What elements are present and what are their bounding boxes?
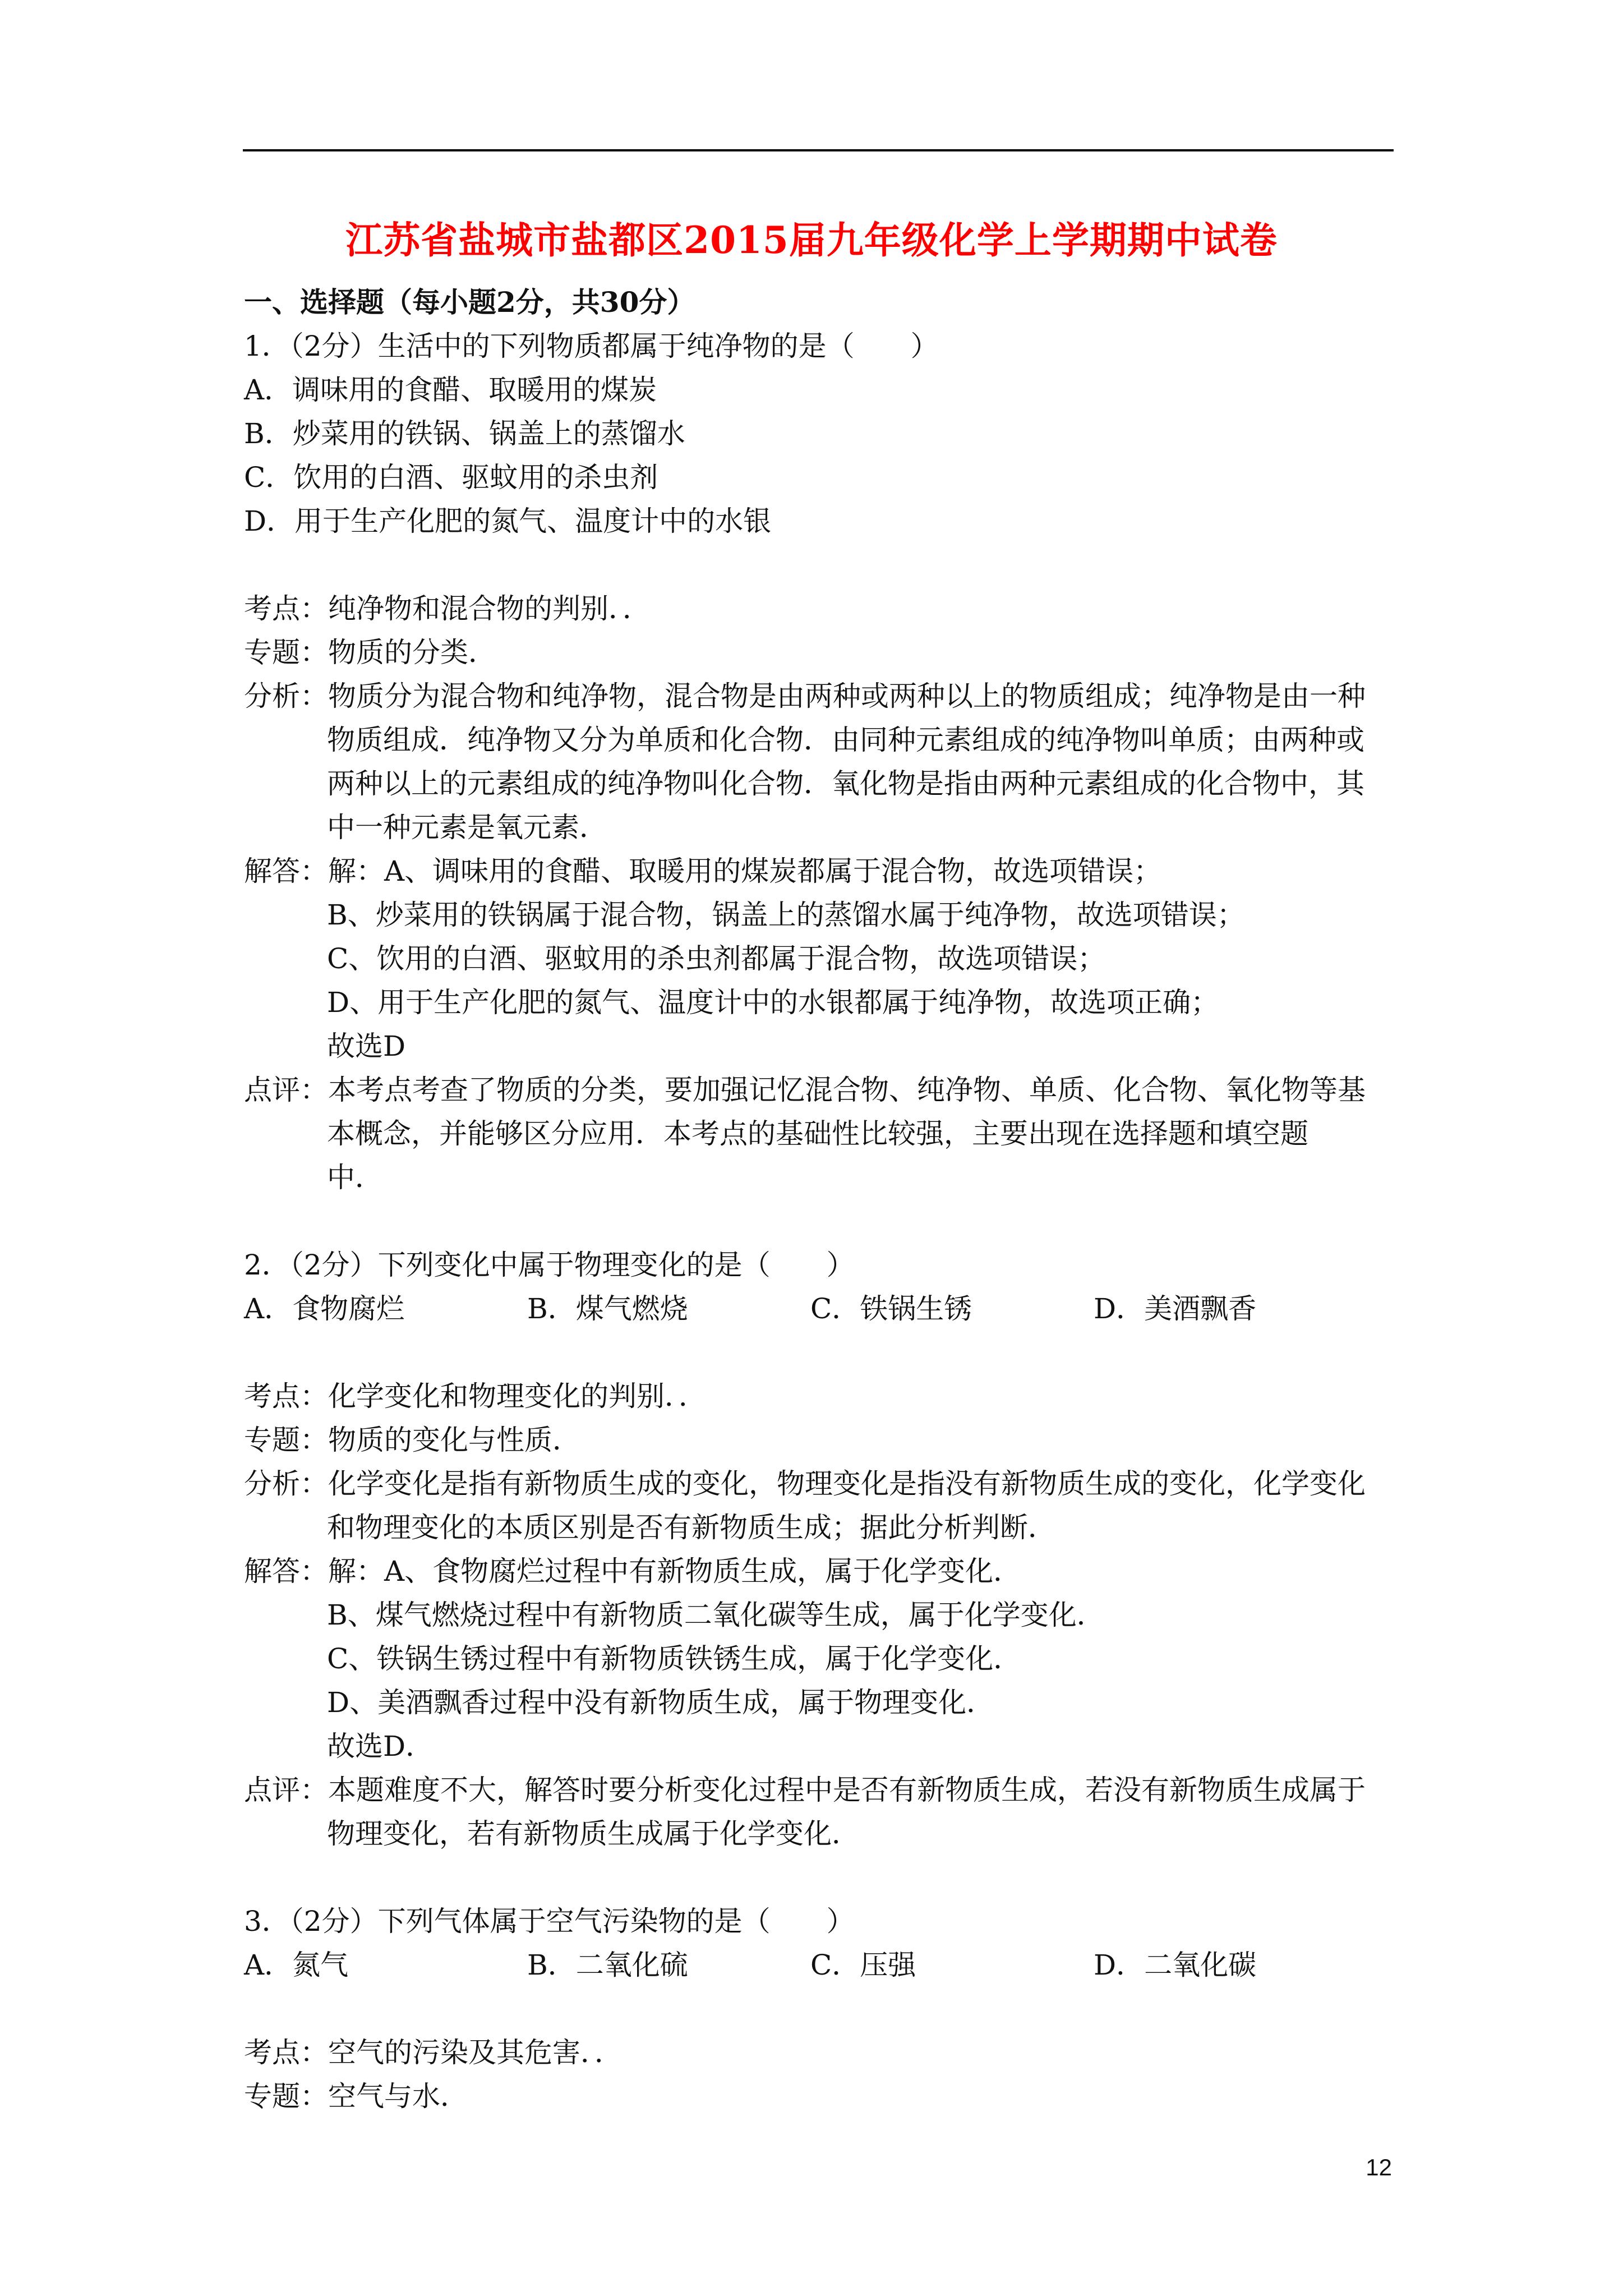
section-heading: 一、选择题（每小题2分，共30分） (244, 286, 695, 319)
q1-option-b: B．炒菜用的铁锅、锅盖上的蒸馏水 (244, 417, 685, 450)
q3-option-a: A．氮气 (244, 1949, 349, 1981)
q3-option-d: D．二氧化碳 (1094, 1949, 1257, 1981)
q1-dianping-2: 本概念，并能够区分应用．本考点的基础性比较强，主要出现在选择题和填空题 (327, 1117, 1308, 1150)
q1-option-a: A．调味用的食醋、取暖用的煤炭 (244, 374, 657, 406)
q1-jieda-5: 故选D (327, 1030, 406, 1062)
q3-stem: 3．（2分）下列气体属于空气污染物的是（ ） (244, 1905, 855, 1938)
q1-kaodian: 考点：纯净物和混合物的判别．． (244, 592, 651, 625)
spacer (244, 1331, 1399, 1374)
spacer (244, 1987, 1399, 2031)
q2-fenxi-2: 和物理变化的本质区别是否有新物质生成；据此分析判断． (327, 1511, 1056, 1544)
document-body (244, 280, 1399, 2118)
page-number: 12 (1366, 2154, 1392, 2180)
header-rule (243, 149, 1394, 151)
q1-fenxi-1: 分析：物质分为混合物和纯净物，混合物是由两种或两种以上的物质组成；纯净物是由一种 (244, 680, 1366, 712)
q1-jieda-3: C、饮用的白酒、驱蚊用的杀虫剂都属于混合物，故选项错误； (327, 942, 1106, 975)
q1-stem: 1．（2分）生活中的下列物质都属于纯净物的是（ ） (244, 330, 939, 362)
q2-dianping-2: 物理变化，若有新物质生成属于化学变化． (327, 1818, 860, 1850)
q2-dianping-1: 点评：本题难度不大，解答时要分析变化过程中是否有新物质生成，若没有新物质生成属于 (244, 1774, 1366, 1806)
q1-jieda-2: B、炒菜用的铁锅属于混合物，锅盖上的蒸馏水属于纯净物，故选项错误； (327, 899, 1245, 931)
q2-option-c: C．铁锅生锈 (810, 1292, 972, 1325)
q1-fenxi-2: 物质组成．纯净物又分为单质和化合物．由同种元素组成的纯净物叫单质；由两种或 (327, 724, 1364, 756)
q2-kaodian: 考点：化学变化和物理变化的判别．． (244, 1380, 707, 1412)
q2-fenxi-1: 分析：化学变化是指有新物质生成的变化，物理变化是指没有新物质生成的变化，化学变化 (244, 1467, 1366, 1500)
q2-options (244, 1287, 1399, 1331)
q1-dianping-1: 点评：本考点考查了物质的分类，要加强记忆混合物、纯净物、单质、化合物、氧化物等基 (244, 1074, 1366, 1106)
q1-jieda-1: 解答：解：A、调味用的食醋、取暖用的煤炭都属于混合物，故选项错误； (244, 855, 1162, 887)
q1-option-c: C．饮用的白酒、驱蚊用的杀虫剂 (244, 461, 658, 494)
q3-options (244, 1943, 1399, 1987)
q2-jieda-5: 故选D． (327, 1730, 434, 1763)
q2-option-a: A．食物腐烂 (244, 1292, 405, 1325)
q1-fenxi-3: 两种以上的元素组成的纯净物叫化合物．氧化物是指由两种元素组成的化合物中，其 (327, 767, 1364, 800)
q2-stem: 2．（2分）下列变化中属于物理变化的是（ ） (244, 1249, 855, 1281)
q1-dianping-3: 中． (327, 1161, 383, 1194)
q1-zhuanti: 专题：物质的分类． (244, 636, 496, 669)
spacer (244, 1199, 1399, 1243)
q2-jieda-2: B、煤气燃烧过程中有新物质二氧化碳等生成，属于化学变化． (327, 1599, 1105, 1631)
q2-option-d: D．美酒飘香 (1094, 1292, 1257, 1325)
q2-zhuanti: 专题：物质的变化与性质． (244, 1424, 580, 1456)
q2-option-b: B．煤气燃烧 (527, 1292, 688, 1325)
q3-zhuanti: 专题：空气与水． (244, 2080, 468, 2113)
document-title: 江苏省盐城市盐都区2015届九年级化学上学期期中试卷 (345, 218, 1278, 262)
q2-jieda-4: D、美酒飘香过程中没有新物质生成，属于物理变化． (327, 1686, 995, 1719)
q2-jieda-3: C、铁锅生锈过程中有新物质铁锈生成，属于化学变化． (327, 1642, 1022, 1675)
q3-option-c: C．压强 (810, 1949, 916, 1981)
q2-jieda-1: 解答：解：A、食物腐烂过程中有新物质生成，属于化学变化． (244, 1555, 1022, 1588)
spacer (244, 543, 1399, 587)
q3-kaodian: 考点：空气的污染及其危害．． (244, 2036, 623, 2069)
q1-jieda-4: D、用于生产化肥的氮气、温度计中的水银都属于纯净物，故选项正确； (327, 986, 1219, 1019)
q1-fenxi-4: 中一种元素是氧元素． (327, 811, 607, 844)
q3-option-b: B．二氧化硫 (527, 1949, 688, 1981)
q1-option-d: D．用于生产化肥的氮气、温度计中的水银 (244, 505, 772, 537)
spacer (244, 1856, 1399, 1899)
